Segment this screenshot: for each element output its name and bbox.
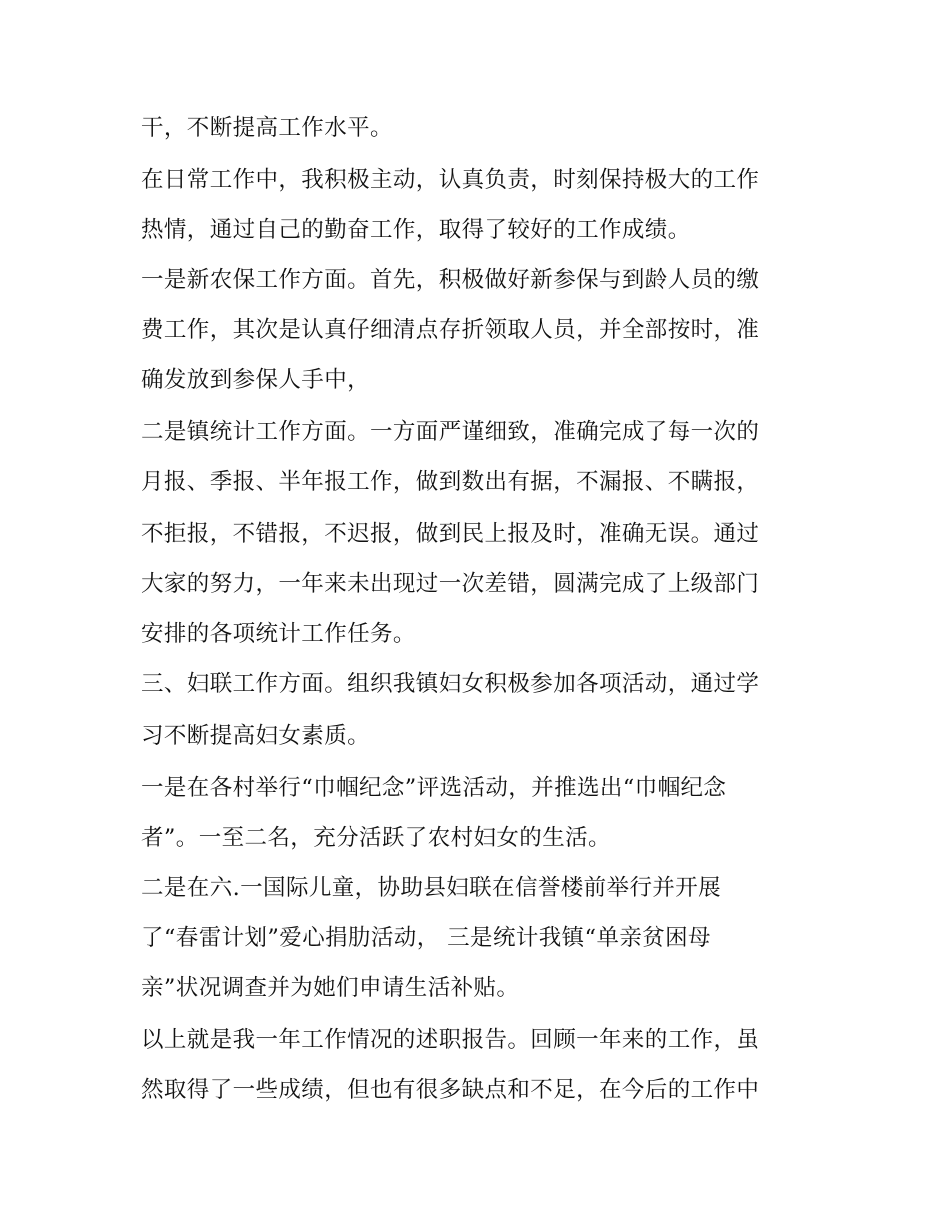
text-line: 热情，通过自己的勤奋工作，取得了较好的工作成绩。 [141,217,691,243]
text-line: 费工作，其次是认真仔细清点存折领取人员，并全部按时，准 [141,317,760,343]
text-line: 二是镇统计工作方面。一方面严谨细致，准确完成了每一次的 [141,419,760,445]
text-line: 亲”状况调查并为她们申请生活补贴。 [141,975,520,1001]
text-line: 二是在六.一国际儿童，协助县妇联在信誉楼前举行并开展 [141,875,722,901]
text-line: 安排的各项统计工作任务。 [141,621,416,647]
text-line: 了“春雷计划”爱心捐肋活动， 三是统计我镇“单亲贫困母 [141,925,711,951]
text-line: 大家的努力，一年来未出现过一次差错，圆满完成了上级部门 [141,571,760,597]
text-line: 习不断提高妇女素质。 [141,723,371,749]
text-line: 在日常工作中，我积极主动，认真负责，时刻保持极大的工作 [141,167,760,193]
text-line: 月报、季报、半年报工作，做到数出有据，不漏报、不瞒报， [141,469,760,495]
text-line: 不拒报，不错报，不迟报，做到民上报及时，准确无误。通过 [141,521,760,547]
text-line: 干，不断提高工作水平。 [141,115,393,141]
text-line: 然取得了一些成绩，但也有很多缺点和不足，在今后的工作中 [141,1077,760,1103]
text-line: 者”。一至二名，充分活跃了农村妇女的生活。 [141,825,611,851]
text-line: 一是在各村举行“巾帼纪念”评选活动，并推选出“巾帼纪念 [141,775,727,801]
text-line: 确发放到参保人手中， [141,367,371,393]
text-line: 以上就是我一年工作情况的述职报告。回顾一年来的工作，虽 [141,1027,760,1053]
text-line: 三、妇联工作方面。组织我镇妇女积极参加各项活动，通过学 [141,671,760,697]
text-line: 一是新农保工作方面。首先，积极做好新参保与到龄人员的缴 [141,267,760,293]
